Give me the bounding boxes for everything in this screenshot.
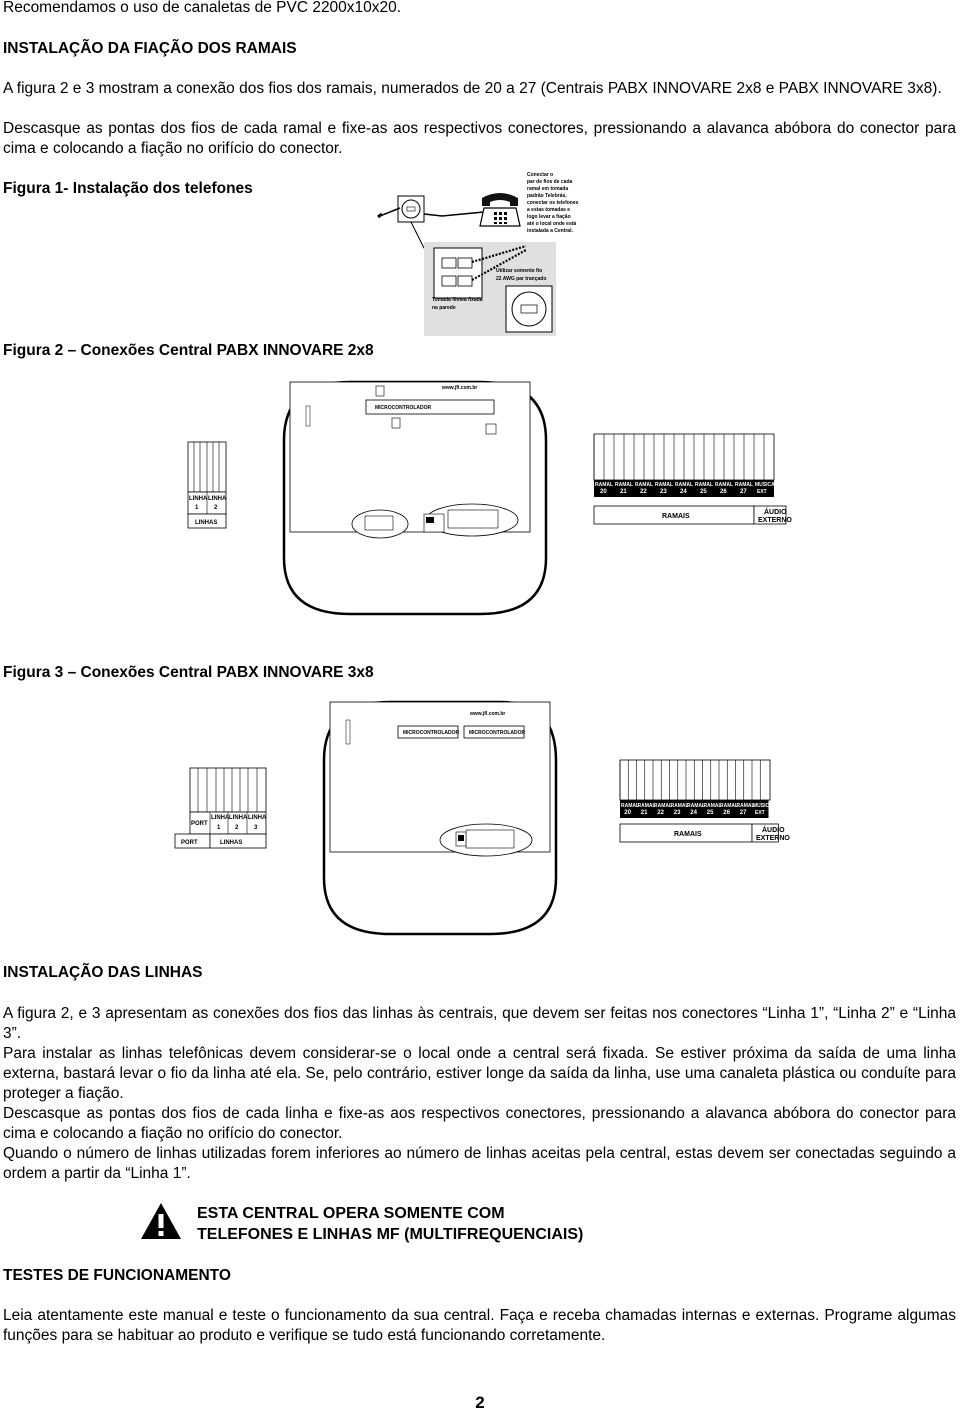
line-3-number: 3 xyxy=(254,825,258,831)
ramal-label: RAMAL xyxy=(715,482,734,488)
ramal-number: 20 xyxy=(600,489,607,495)
figure-1-illustration xyxy=(376,168,579,338)
ramais-connector-block xyxy=(594,434,792,524)
audio-label: ÁUDIO xyxy=(762,827,785,834)
paragraph-ramais-2: Descasque as pontas dos fios de cada ramal e fixe-as aos respectivos conectores, pressionando a alavanca abóbora do conector para cima e colocando a fiação no orifício do conector. xyxy=(3,120,956,157)
line-1-number: 1 xyxy=(217,825,221,831)
ramal-number: 22 xyxy=(640,489,647,495)
paragraph-linhas-1: A figura 2, e 3 apresentam as conexões dos fios das linhas às centrais, que devem ser feitas nos conectores “Linha 1”, “Linha 2” e “Linha 3”. xyxy=(3,1005,956,1042)
figure-3-diagram xyxy=(170,698,790,938)
paragraph-linhas-3: Descasque as pontas dos fios de cada linha e fixe-as aos respectivos conectores, pressionando a alavanca abóbora do conector para cima e colocando a fiação no orifício do conector. xyxy=(3,1105,956,1142)
ext-label: EXT xyxy=(755,810,765,816)
page-number: 2 xyxy=(475,1393,485,1412)
paragraph-linhas-2: Para instalar as linhas telefônicas devem considerar-se o local onde a central será fixada. Se estiver próxima da saída de uma linha externa, bastará levar o fio da linha até ela. Se, pelo contrário, estiver longe da saída da linha, use uma canaleta plástica ou conduíte para proteger a fiação. xyxy=(3,1045,956,1102)
ramal-number: 27 xyxy=(740,489,747,495)
line-2-label: LINHA xyxy=(229,815,248,821)
ramal-label: RAMAL xyxy=(735,482,754,488)
paragraph-ramais-1: A figura 2 e 3 mostram a conexão dos fios dos ramais, numerados de 20 a 27 (Centrais PABX INNOVARE 2x8 e PABX INNOVARE 3x8). xyxy=(3,80,942,97)
ramal-label: RAMAL xyxy=(687,803,706,809)
externo-label: EXTERNO xyxy=(758,517,792,524)
ramal-label: RAMAL xyxy=(595,482,614,488)
lines-group-label: LINHAS xyxy=(195,520,218,526)
ramal-number: 22 xyxy=(657,810,664,816)
paragraph-linhas-4: Quando o número de linhas utilizadas forem inferiores ao número de linhas aceitas pela central, estas devem ser conectadas seguindo a ordem a partir da “Linha 1”. xyxy=(3,1145,956,1182)
ramal-number: 23 xyxy=(660,489,667,495)
warning-line-2: TELEFONES E LINHAS MF (MULTIFREQUENCIAIS) xyxy=(197,1226,584,1243)
line-2-label: LINHA xyxy=(208,496,227,502)
section-heading-linhas: INSTALAÇÃO DAS LINHAS xyxy=(3,964,203,981)
website-label: www.jfl.com.br xyxy=(470,711,506,717)
figure-2-caption: Figura 2 – Conexões Central PABX INNOVARE 2x8 xyxy=(3,342,374,359)
musica-label: MUSICA xyxy=(755,482,775,488)
figure-3-caption: Figura 3 – Conexões Central PABX INNOVARE 3x8 xyxy=(3,664,374,681)
paragraph-testes: Leia atentamente este manual e teste o funcionamento da sua central. Faça e receba chamadas internas e externas. Programe algumas funções para se habituar ao produto e verifique se tudo está funcionando corretamente. xyxy=(3,1307,956,1344)
warning-line-1: ESTA CENTRAL OPERA SOMENTE COM xyxy=(197,1205,505,1222)
ramais-group-label: RAMAIS xyxy=(662,513,690,520)
website-label: www.jfl.com.br xyxy=(442,385,478,391)
ramal-number: 21 xyxy=(640,810,648,816)
audio-label: ÁUDIO xyxy=(764,509,787,516)
ramal-label: RAMAL xyxy=(695,482,714,488)
externo-label: EXTERNO xyxy=(756,835,790,842)
line-1-label: LINHA xyxy=(189,496,208,502)
ramal-number: 26 xyxy=(723,810,730,816)
ramal-label: RAMAL xyxy=(615,482,634,488)
telephone-icon xyxy=(480,193,520,226)
ramal-number: 25 xyxy=(706,810,714,816)
intro-text: Recomendamos o uso de canaletas de PVC 2200x10x20. xyxy=(3,0,402,16)
warning-icon xyxy=(140,1202,182,1240)
ramais-group-label: RAMAIS xyxy=(674,831,702,838)
figure-1-caption: Figura 1- Instalação dos telefones xyxy=(3,180,253,197)
ramais-connector-block xyxy=(620,760,790,842)
musica-label: MUSICA xyxy=(753,803,773,809)
section-heading-ramais: INSTALAÇÃO DA FIAÇÃO DOS RAMAIS xyxy=(3,40,297,57)
ramal-label: RAMAL xyxy=(635,482,654,488)
figure-2-diagram xyxy=(180,378,792,618)
line-2-number: 2 xyxy=(214,505,218,511)
port-group-label: PORT xyxy=(181,840,198,846)
figure-1-note-connect: Conectar o par de fios de cada ramal em tomada padrão Telebrás, conectar os telefones a estas tomadas e logo levar a fiação até o local onde está instalada a Central. xyxy=(527,172,579,234)
ramal-label: RAMAL xyxy=(621,803,640,809)
lines-connector-block xyxy=(188,442,227,528)
line-3-label: LINHA xyxy=(248,815,267,821)
ext-label: EXT xyxy=(757,489,767,495)
line-1-label: LINHA xyxy=(211,815,230,821)
ramal-label: RAMAL xyxy=(655,482,674,488)
microcontroller-label: MICROCONTROLADOR xyxy=(403,730,460,736)
ramal-label: RAMAL xyxy=(654,803,673,809)
line-1-number: 1 xyxy=(195,505,199,511)
ramal-label: RAMAL xyxy=(637,803,656,809)
ramal-number: 24 xyxy=(690,810,697,816)
ramal-number: 21 xyxy=(620,489,627,495)
lines-connector-block xyxy=(175,768,267,848)
ramal-number: 27 xyxy=(739,810,747,816)
line-2-number: 2 xyxy=(235,825,239,831)
ramal-label: RAMAL xyxy=(675,482,694,488)
ramal-number: 20 xyxy=(624,810,631,816)
lines-group-label: LINHAS xyxy=(220,840,243,846)
ramal-label: RAMAL xyxy=(670,803,689,809)
ramal-number: 24 xyxy=(680,489,687,495)
ramal-number: 25 xyxy=(700,489,707,495)
microcontroller-label: MICROCONTROLADOR xyxy=(469,730,526,736)
figure-1-note-socket: Tomada fêmea fixada na parede xyxy=(432,297,483,311)
ramal-label: RAMAL xyxy=(703,803,722,809)
ramal-number: 26 xyxy=(720,489,727,495)
microcontroller-label: MICROCONTROLADOR xyxy=(375,405,432,411)
figure-1-note-wire: Utilizar somente fio 22 AWG par trançado xyxy=(496,268,547,282)
section-heading-testes: TESTES DE FUNCIONAMENTO xyxy=(3,1267,231,1284)
ramal-label: RAMAL xyxy=(736,803,755,809)
port-label: PORT xyxy=(191,821,208,827)
ramal-label: RAMAL xyxy=(720,803,739,809)
ramal-number: 23 xyxy=(673,810,681,816)
